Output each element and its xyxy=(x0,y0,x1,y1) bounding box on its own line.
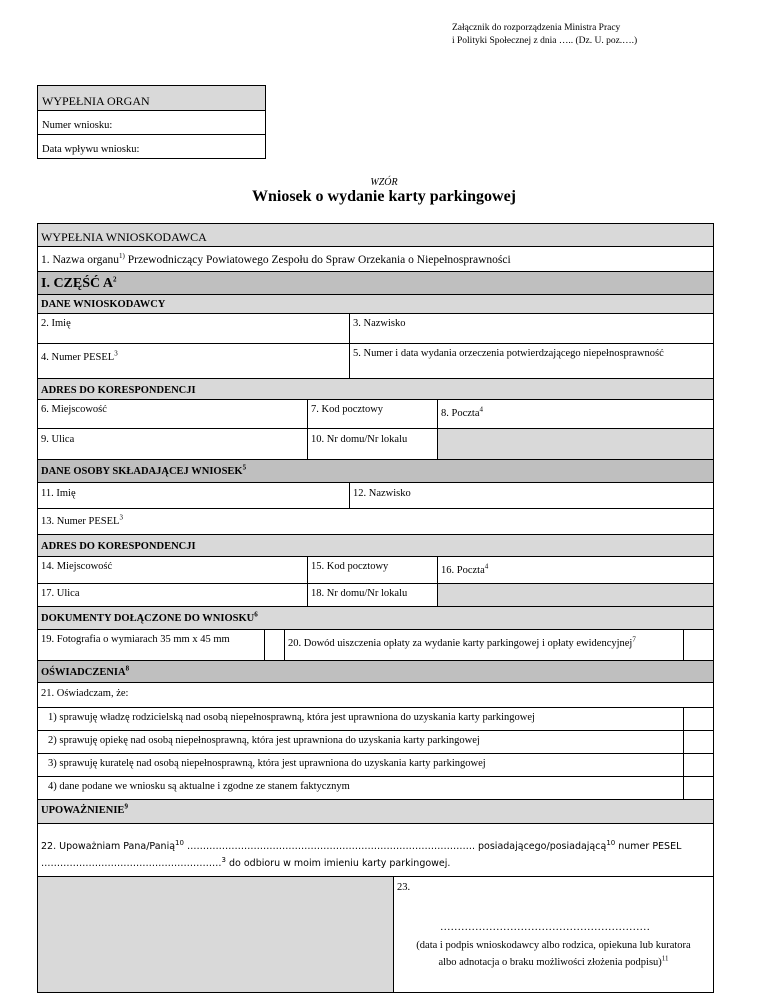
authorization-line-1: 22. Upoważniam Pana/Panią$^{10}$ ………………………………………………………………………………. posiadającego/posiadającą$^{10}$ numer PESEL xyxy=(41,838,682,852)
house-number-label: 10. Nr domu/Nr lokalu xyxy=(311,434,408,445)
statement-item-3-label: 3) sprawuję kuratelę nad osobą niepełnosprawną, która jest uprawniona do uzyskania karty parkingowej xyxy=(48,758,486,769)
applicant-data-header xyxy=(37,294,714,314)
last-name-label: 3. Nazwisko xyxy=(353,318,406,329)
regulation-note-line-2: i Polityki Społecznej z dnia ….. (Dz. U. poz.….) xyxy=(452,36,638,46)
submitter-house-number-label: 18. Nr domu/Nr lokalu xyxy=(311,588,408,599)
pesel-field[interactable] xyxy=(37,343,350,379)
submitter-postal-code-field[interactable] xyxy=(307,556,438,584)
submitter-street-field[interactable] xyxy=(37,583,308,607)
signature-field[interactable] xyxy=(393,876,714,993)
empty-gray-cell-2 xyxy=(437,583,714,607)
organ-name-field[interactable] xyxy=(37,246,714,272)
street-field[interactable] xyxy=(37,428,308,460)
application-number-label: Numer wniosku: xyxy=(42,120,113,131)
statement-item-1-label: 1) sprawuję władzę rodzicielską nad osobą niepełnosprawną, która jest uprawniona do uzyskania karty parkingowej xyxy=(48,712,535,723)
organ-name-label: 1. Nazwa organu$^{1)}$ Przewodniczący Powiatowego Zespołu do Spraw Orzekania o Niepełnosprawności xyxy=(41,252,511,266)
statements-label: OŚWIADCZENIA$^8$ xyxy=(41,664,130,678)
statement-3-checkbox[interactable] xyxy=(683,753,714,777)
statements-header xyxy=(37,660,714,683)
authorization-line-2: …………………………………………………$^3$ do odbioru w moim imieniu karty parkingowej. xyxy=(41,855,451,869)
application-number-field[interactable] xyxy=(38,111,265,135)
fee-document-item xyxy=(284,629,684,661)
template-mark: WZÓR xyxy=(370,177,398,188)
submitter-city-label: 14. Miejscowość xyxy=(41,561,113,572)
city-label: 6. Miejscowość xyxy=(41,404,107,415)
submitter-pesel-field[interactable] xyxy=(37,508,714,535)
photo-document-checkbox[interactable] xyxy=(264,629,285,661)
signature-dots: …………………………………………………… xyxy=(440,922,650,933)
disability-certificate-label: 5. Numer i data wydania orzeczenia potwierdzającego niepełnosprawność xyxy=(353,348,664,359)
street-label: 9. Ulica xyxy=(41,434,75,445)
address-label-1: ADRES DO KORESPONDENCJI xyxy=(41,385,196,396)
authorization-field[interactable] xyxy=(37,823,714,877)
organ-title: WYPEŁNIA ORGAN xyxy=(38,86,265,111)
submitter-last-name-field[interactable] xyxy=(349,482,714,509)
signature-caption-1: (data i podpis wnioskodawcy albo rodzica, opiekuna lub kuratora xyxy=(416,940,691,951)
submitter-first-name-field[interactable] xyxy=(37,482,350,509)
first-name-label: 2. Imię xyxy=(41,318,71,329)
signature-gray-area xyxy=(37,876,394,993)
part-a-label: I. CZĘŚĆ $A^2$ xyxy=(41,275,117,291)
authorization-label: UPOWAŻNIENIE$^9$ xyxy=(41,802,128,816)
submitter-post-office-label: 16. Poczta$^4$ xyxy=(441,562,489,576)
disability-certificate-field[interactable] xyxy=(349,343,714,379)
submitter-city-field[interactable] xyxy=(37,556,308,584)
address-header-1 xyxy=(37,378,714,400)
application-form xyxy=(37,223,714,993)
statement-1-checkbox[interactable] xyxy=(683,707,714,731)
postal-code-field[interactable] xyxy=(307,399,438,429)
statement-item-4-label: 4) dane podane we wniosku są aktualne i zgodne ze stanem faktycznym xyxy=(48,781,350,792)
statement-item-1 xyxy=(37,707,684,731)
statement-item-4 xyxy=(37,776,684,800)
photo-document-item xyxy=(37,629,265,661)
address-header-2 xyxy=(37,534,714,557)
statement-2-checkbox[interactable] xyxy=(683,730,714,754)
signature-number: 23. xyxy=(397,882,411,893)
empty-gray-cell-1 xyxy=(437,428,714,460)
address-label-2: ADRES DO KORESPONDENCJI xyxy=(41,541,196,552)
organ-box xyxy=(37,85,266,159)
regulation-note-line-1: Załącznik do rozporządzenia Ministra Pracy xyxy=(452,23,621,33)
submitter-post-office-field[interactable] xyxy=(437,556,714,584)
statement-item-3 xyxy=(37,753,684,777)
city-field[interactable] xyxy=(37,399,308,429)
house-number-field[interactable] xyxy=(307,428,438,460)
receipt-date-label: Data wpływu wniosku: xyxy=(42,144,140,155)
submitter-pesel-label: 13. Numer PESEL$^3$ xyxy=(41,513,123,527)
applicant-header-label: WYPEŁNIA WNIOSKODAWCA xyxy=(41,230,207,244)
statement-item-2 xyxy=(37,730,684,754)
regulation-note xyxy=(452,22,637,48)
submitter-first-name-label: 11. Imię xyxy=(41,488,76,499)
statement-intro-label: 21. Oświadczam, że: xyxy=(41,688,129,699)
fee-document-label: 20. Dowód uiszczenia opłaty za wydanie karty parkingowej i opłaty ewidencyjnej$^7$ xyxy=(288,635,636,649)
applicant-header xyxy=(37,223,714,247)
submitter-last-name-label: 12. Nazwisko xyxy=(353,488,411,499)
signature-caption-2: albo adnotacja o braku możliwości złożenia podpisu)$^{11}$ xyxy=(438,954,669,968)
applicant-data-label: DANE WNIOSKODAWCY xyxy=(41,299,166,310)
submitter-house-number-field[interactable] xyxy=(307,583,438,607)
postal-code-label: 7. Kod pocztowy xyxy=(311,404,384,415)
photo-document-label: 19. Fotografia o wymiarach 35 mm x 45 mm xyxy=(41,634,230,645)
statement-item-2-label: 2) sprawuję opiekę nad osobą niepełnosprawną, która jest uprawniona do uzyskania karty parkingowej xyxy=(48,735,480,746)
pesel-label: 4. Numer PESEL$^3$ xyxy=(41,349,118,363)
statement-intro xyxy=(37,682,714,708)
receipt-date-field[interactable] xyxy=(38,135,265,159)
documents-label: DOKUMENTY DOŁĄCZONE DO WNIOSKU$^6$ xyxy=(41,610,258,624)
fee-document-checkbox[interactable] xyxy=(683,629,714,661)
submitter-street-label: 17. Ulica xyxy=(41,588,80,599)
first-name-field[interactable] xyxy=(37,313,350,344)
document-title: Wniosek o wydanie karty parkingowej xyxy=(251,188,517,205)
submitter-header xyxy=(37,459,714,483)
authorization-header xyxy=(37,799,714,824)
post-office-field[interactable] xyxy=(437,399,714,429)
submitter-postal-code-label: 15. Kod pocztowy xyxy=(311,561,389,572)
statement-4-checkbox[interactable] xyxy=(683,776,714,800)
part-a-header xyxy=(37,271,714,295)
last-name-field[interactable] xyxy=(349,313,714,344)
submitter-label: DANE OSOBY SKŁADAJĄCEJ WNIOSEK$^5$ xyxy=(41,463,247,477)
documents-header xyxy=(37,606,714,630)
post-office-label: 8. Poczta$^4$ xyxy=(441,405,483,419)
